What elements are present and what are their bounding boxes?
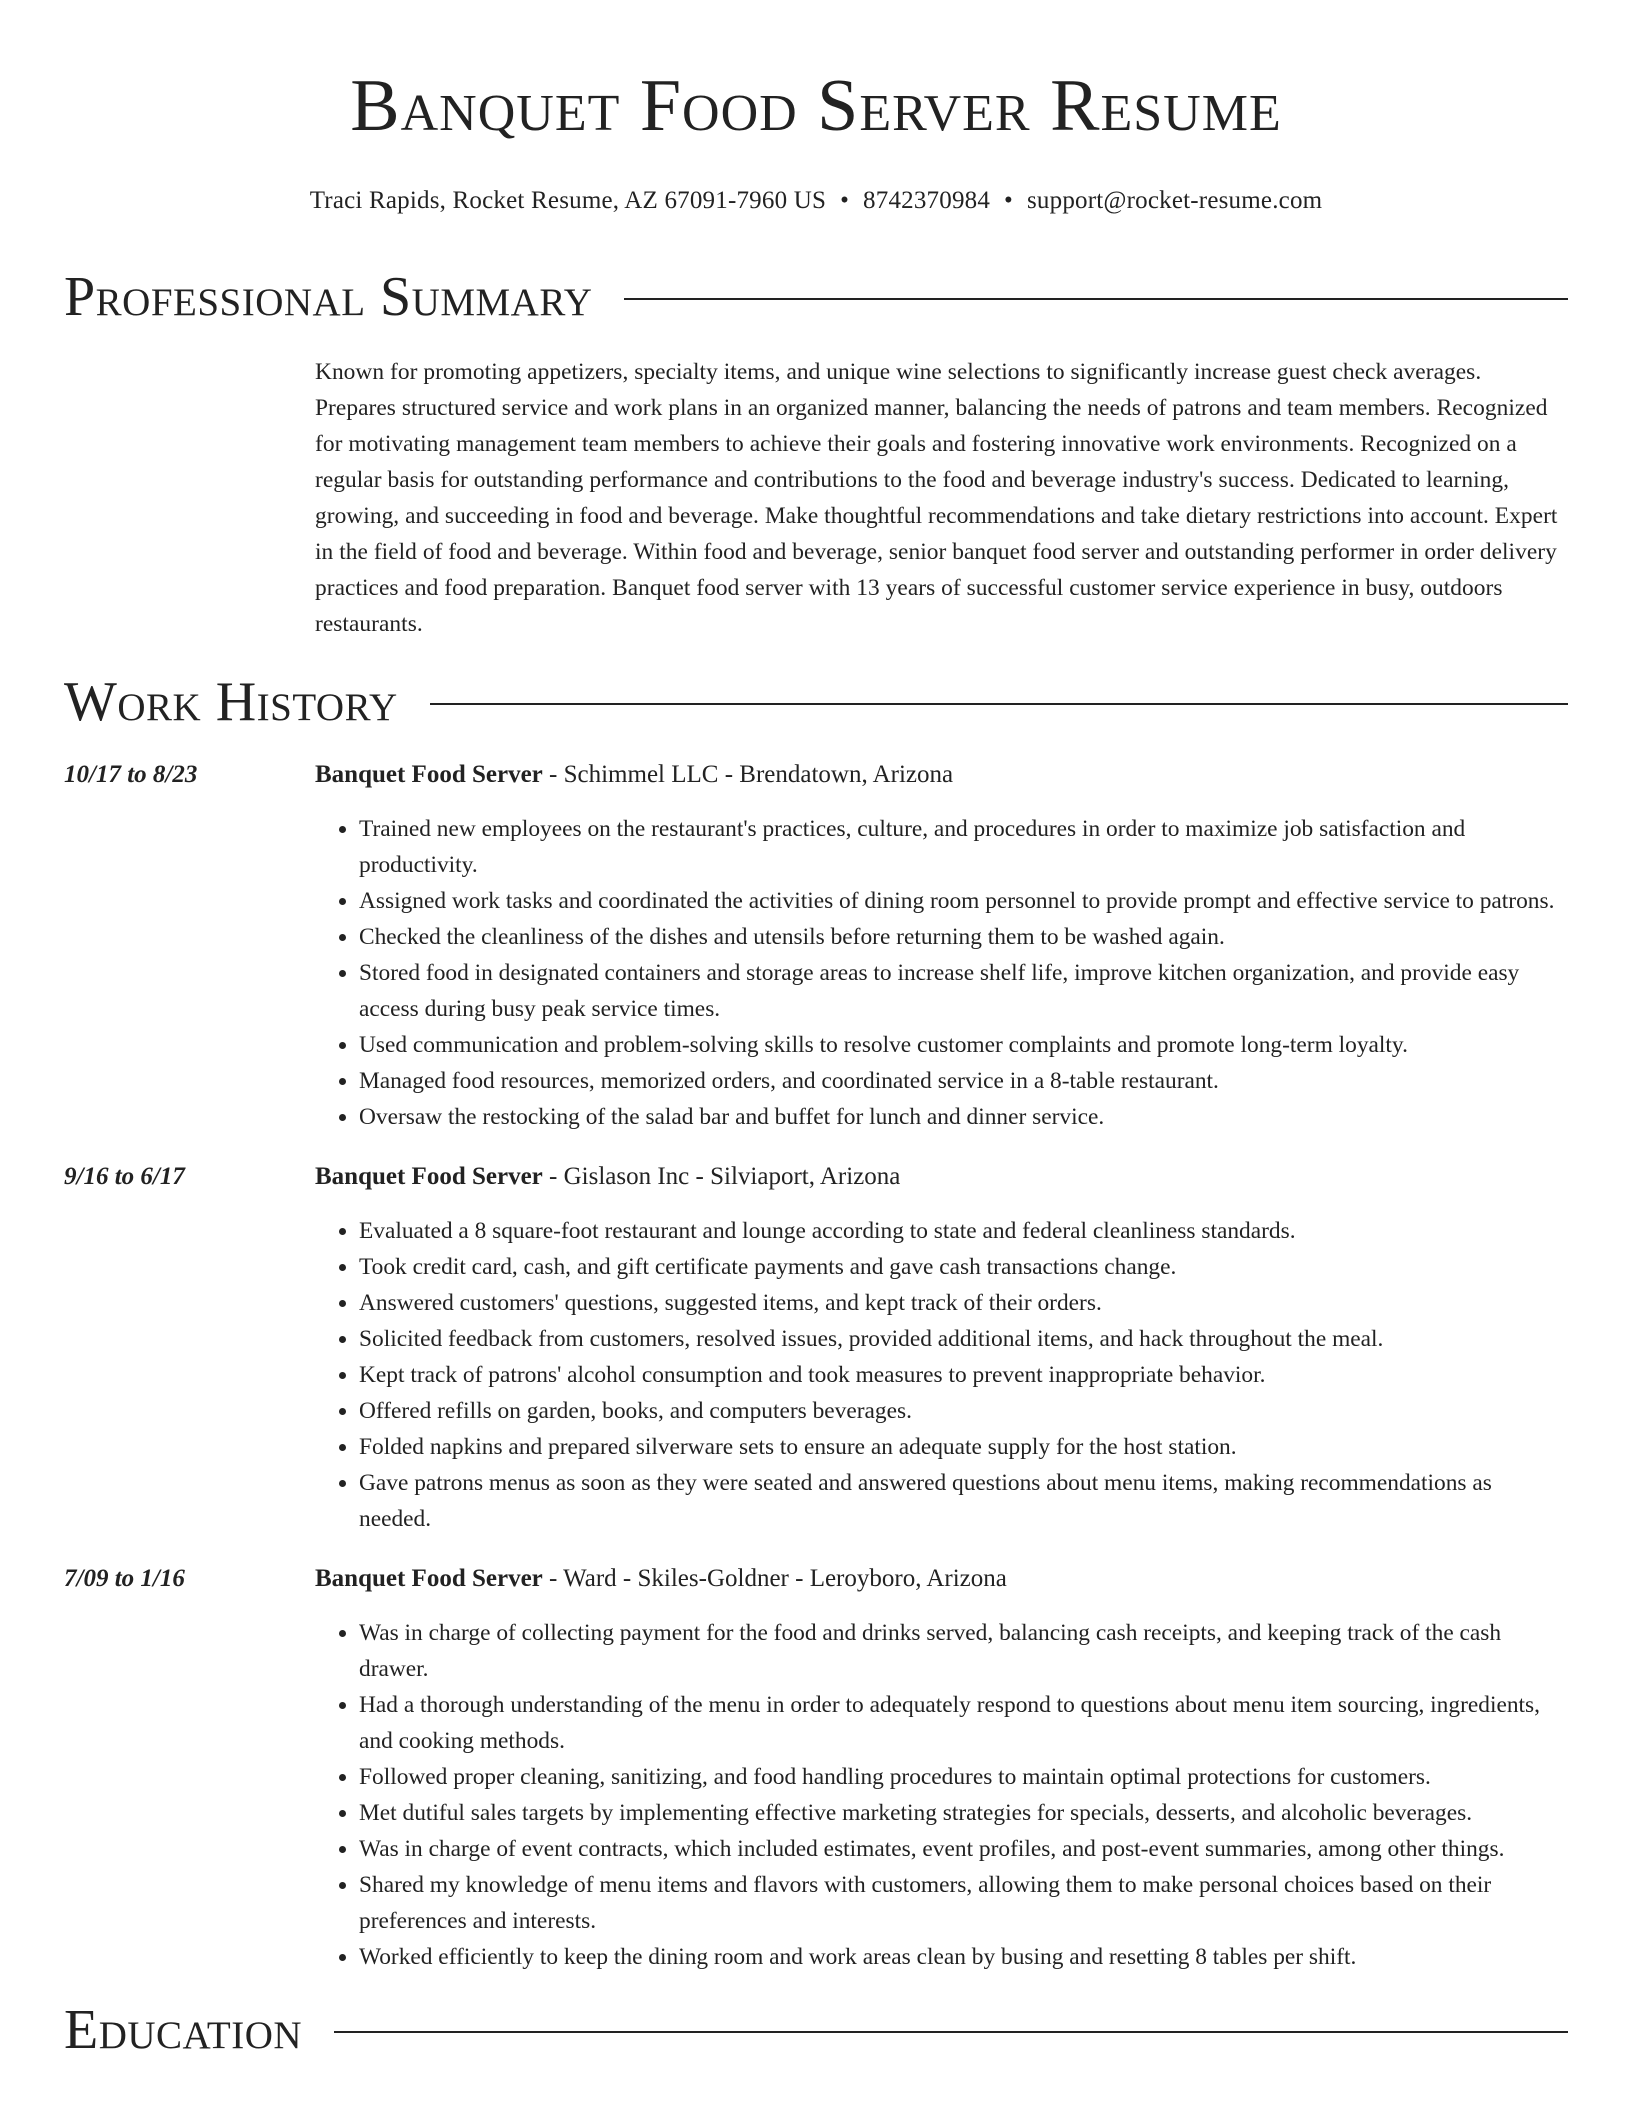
job-bullet: • Evaluated a 8 square-foot restaurant and lounge according to state and federal cleanliness standards. [359,1213,1568,1249]
job-bullet: • Managed food resources, memorized orders, and coordinated service in a 8-table restaurant. [359,1063,1568,1099]
education-section-header [64,1995,1568,2065]
summary-section-header [64,262,1568,332]
job-bullet: • Answered customers' questions, suggested items, and kept track of their orders. [359,1285,1568,1321]
job-bullet: • Offered refills on garden, books, and computers beverages. [359,1393,1568,1429]
job-bullet: • Oversaw the restocking of the salad bar and buffet for lunch and dinner service. [359,1099,1568,1135]
job-bullet: • Stored food in designated containers and storage areas to increase shelf life, improve kitchen organization, and provide easy access during busy peak service times. [359,955,1568,1027]
contact-line [64,184,1568,218]
summary-text: Known for promoting appetizers, specialty items, and unique wine selections to significantly increase guest check averages. Prepares structured service and work plans in an organized manner, balancing the needs of patrons and team members. Recognized for motivating management team members to achieve their goals and fostering innovative work environments. Recognized on a regular basis for outstanding performance and contributions to the food and beverage industry's success. Dedicated to learning, growing, and succeeding in food and beverage. Make thoughtful recommendations and take dietary restrictions into account. Expert in the field of food and beverage. Within food and beverage, senior banquet food server and outstanding performer in order delivery practices and food preparation. Banquet food server with 13 years of successful customer service experience in busy, outdoors restaurants. [315,359,1558,637]
contact-address: Traci Rapids, Rocket Resume, AZ 67091-7960 US [309,187,827,214]
job-bullets [315,1615,1568,1975]
job-bullet: • Folded napkins and prepared silverware sets to ensure an adequate supply for the host station. [359,1429,1568,1465]
job-body [315,1159,1568,1537]
job-bullets [315,811,1568,1135]
job-body [315,1561,1568,1975]
job-body [315,757,1568,1135]
job-entry [64,1159,1568,1537]
job-bullet: • Was in charge of event contracts, which included estimates, event profiles, and post-event summaries, among other things. [359,1831,1568,1867]
contact-phone: 8742370984 [863,187,991,214]
job-bullet: • Worked efficiently to keep the dining room and work areas clean by busing and resetting 8 tables per shift. [359,1939,1568,1975]
job-entry [64,757,1568,1135]
section-divider [334,2031,1568,2033]
job-bullet: • Followed proper cleaning, sanitizing, and food handling procedures to maintain optimal protections for customers. [359,1759,1568,1795]
contact-separator: • [1004,187,1013,214]
job-role: Banquet Food Server [315,1163,543,1190]
job-list [64,757,1568,1975]
section-divider [430,703,1568,705]
job-role: Banquet Food Server [315,761,543,788]
job-dates: 9/16 to 6/17 [64,1163,185,1190]
job-title-line [315,1561,1568,1597]
resume-page [64,0,1568,2065]
job-bullet: • Kept track of patrons' alcohol consumption and took measures to prevent inappropriate behavior. [359,1357,1568,1393]
job-bullet: • Was in charge of collecting payment for the food and drinks served, balancing cash receipts, and keeping track of the cash drawer. [359,1615,1568,1687]
job-bullet: • Gave patrons menus as soon as they were seated and answered questions about menu items, making recommendations as needed. [359,1465,1568,1537]
job-bullet: • Assigned work tasks and coordinated the activities of dining room personnel to provide prompt and effective service to patrons. [359,883,1568,919]
job-employer: - Schimmel LLC - Brendatown, Arizona [542,761,954,788]
job-entry [64,1561,1568,1975]
job-bullet: • Took credit card, cash, and gift certificate payments and gave cash transactions change. [359,1249,1568,1285]
job-bullet: • Had a thorough understanding of the menu in order to adequately respond to questions about menu item sourcing, ingredients, and cooking methods. [359,1687,1568,1759]
job-bullet: • Used communication and problem-solving skills to resolve customer complaints and promote long-term loyalty. [359,1027,1568,1063]
job-employer: - Gislason Inc - Silviaport, Arizona [542,1163,901,1190]
job-employer: - Ward - Skiles-Goldner - Leroyboro, Arizona [542,1565,1007,1592]
job-role: Banquet Food Server [315,1565,543,1592]
contact-email: support@rocket-resume.com [1027,187,1323,214]
education-heading: Education [64,1999,303,2061]
contact-separator: • [840,187,850,214]
resume-title: Banquet Food Server Resume [350,65,1282,147]
job-title-line [315,1159,1568,1195]
job-bullet: • Checked the cleanliness of the dishes and utensils before returning them to be washed again. [359,919,1568,955]
job-bullet: • Solicited feedback from customers, resolved issues, provided additional items, and hack throughout the meal. [359,1321,1568,1357]
job-bullet: • Met dutiful sales targets by implementing effective marketing strategies for specials, desserts, and alcoholic beverages. [359,1795,1568,1831]
job-bullet: • Trained new employees on the restaurant's practices, culture, and procedures in order to maximize job satisfaction and productivity. [359,811,1568,883]
work-section-header [64,667,1568,737]
job-dates: 7/09 to 1/16 [64,1565,185,1592]
summary-heading: Professional Summary [64,266,593,328]
work-heading: Work History [64,671,398,733]
job-title-line [315,757,1568,793]
job-bullets [315,1213,1568,1537]
section-divider [624,298,1568,300]
job-bullet: • Shared my knowledge of menu items and flavors with customers, allowing them to make personal choices based on their preferences and interests. [359,1867,1568,1939]
job-dates: 10/17 to 8/23 [64,761,198,788]
